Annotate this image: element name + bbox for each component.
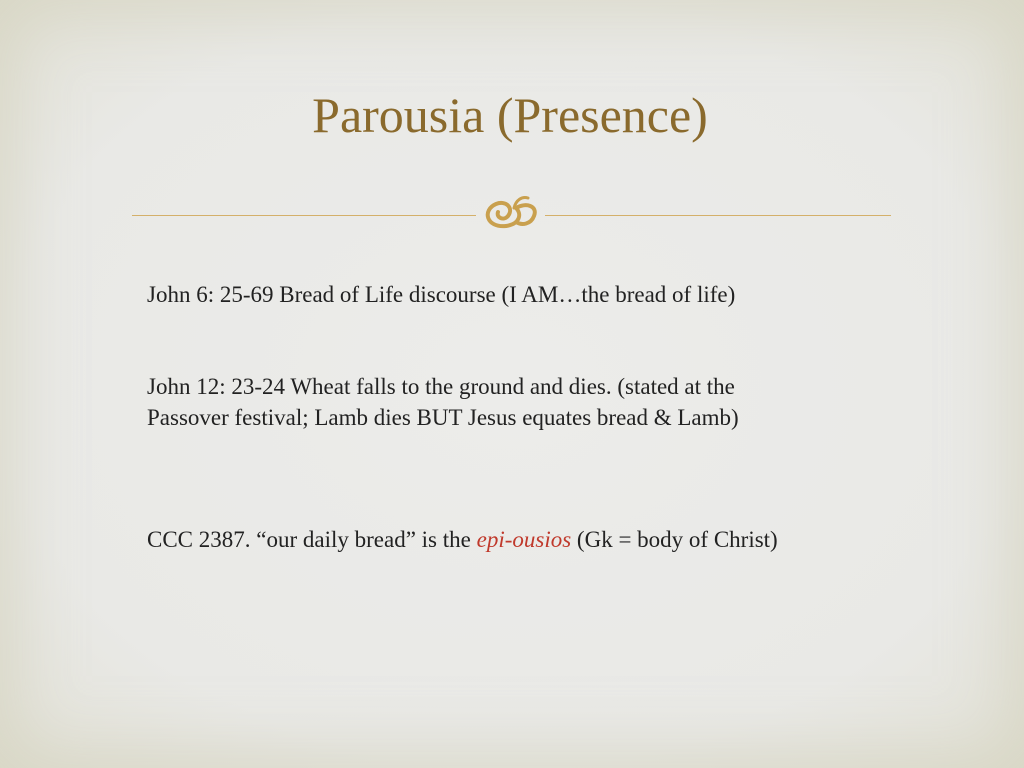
text-line-john-12: John 12: 23-24 Wheat falls to the ground and dies. (stated at the <box>147 374 735 399</box>
text-line-ccc-2387 <box>147 524 778 555</box>
text-line-john-12-continued: Passover festival; Lamb dies BUT Jesus equates bread & Lamb) <box>147 405 739 430</box>
text-line-john-6: John 6: 25-69 Bread of Life discourse (I AM…the bread of life) <box>147 282 736 307</box>
ccc-text-before: CCC 2387. “our daily bread” is the <box>147 527 477 552</box>
slide-title <box>0 88 1024 143</box>
epi-ousios-emphasis: epi-ousios <box>476 527 572 552</box>
slide-title-text: Parousia (Presence) <box>312 87 708 143</box>
ccc-text-after: (Gk = body of Christ) <box>571 527 778 552</box>
divider-right <box>545 215 891 216</box>
flourish-icon <box>476 188 546 238</box>
divider-left <box>132 215 476 216</box>
